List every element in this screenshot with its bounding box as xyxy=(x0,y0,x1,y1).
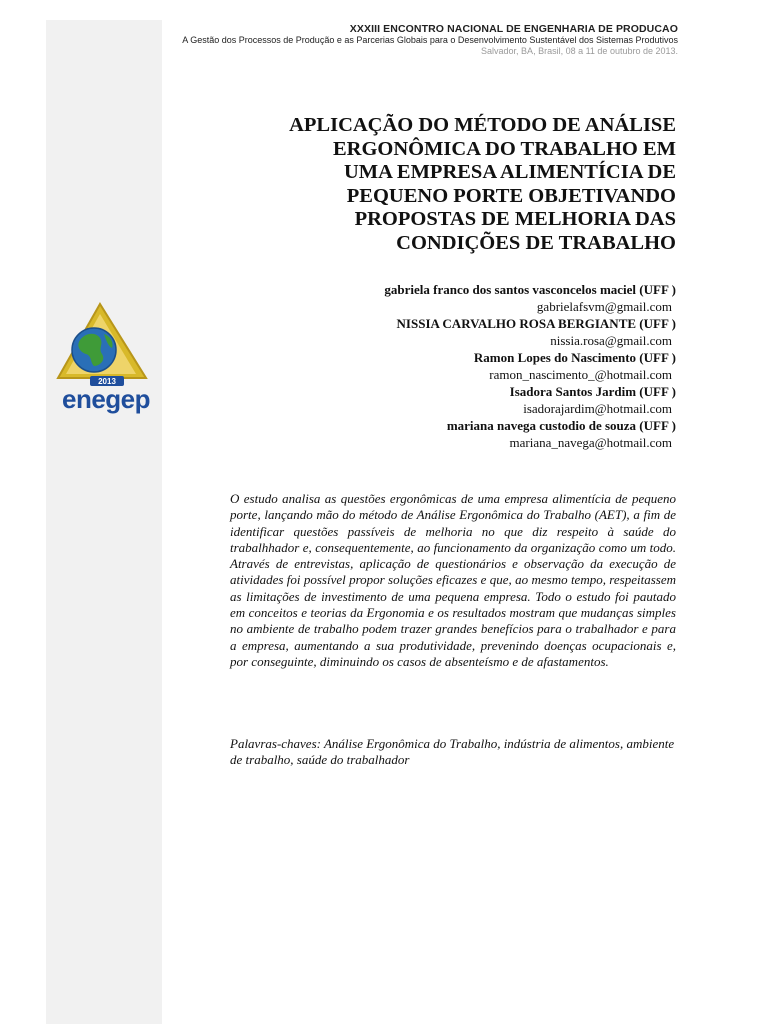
conference-theme: A Gestão dos Processos de Produção e as Parcerias Globais para o Desenvolvimento Sustentável dos Sistemas Produtivos xyxy=(182,35,678,45)
author-name: gabriela franco dos santos vasconcelos maciel (UFF ) xyxy=(384,282,676,297)
keywords: Palavras-chaves: Análise Ergonômica do Trabalho, indústria de alimentos, ambiente de trabalho, saúde do trabalhador xyxy=(230,736,675,768)
title-line: UMA EMPRESA ALIMENTÍCIA DE xyxy=(343,161,676,183)
author-email: isadorajardim@hotmail.com xyxy=(523,401,672,416)
author-name: Isadora Santos Jardim (UFF ) xyxy=(509,384,676,399)
author-name: NISSIA CARVALHO ROSA BERGIANTE (UFF ) xyxy=(396,316,676,331)
author-email: nissia.rosa@gmail.com xyxy=(550,333,672,348)
left-sidebar-band xyxy=(46,20,162,1024)
author-name: Ramon Lopes do Nascimento (UFF ) xyxy=(473,350,676,365)
abstract xyxy=(230,491,676,670)
conference-header xyxy=(182,24,678,57)
title-line: PEQUENO PORTE OBJETIVANDO xyxy=(346,184,676,207)
abstract-text: O estudo analisa as questões ergonômicas de uma empresa alimentícia de pequeno porte, lançando mão do método de Análise Ergonômica do Trabalho (AET), a fim de identificar questões passíveis de melhoria no que diz respeito à saúde do trabalhhador e, consequentemente, ao funcionamento da organização como um todo. Através de entrevistas, aplicação de questionários e observação da execução de atividades foi possível propor soluções eficazes e que, ao mesmo tempo, respeitassem as limitações de investimento de uma pequena empresa. Todo o estudo foi pautado em conceitos e teorias da Ergonomia e os resultados mostram que mudanças simples no ambiente de trabalho podem trazer grandes benefícios para o trabalhador e para a empresa, aumentando a sua produtividade, prevenindo doenças ocupacionais e, por conseguinte, diminuindo os casos de absenteísmo e de afastamentos. xyxy=(230,491,676,669)
title-line: ERGONÔMICA DO TRABALHO EM xyxy=(332,137,676,160)
conference-name: XXXIII ENCONTRO NACIONAL DE ENGENHARIA DE PRODUCAO xyxy=(349,23,678,35)
author-email: ramon_nascimento_@hotmail.com xyxy=(489,367,672,382)
author-email: mariana_navega@hotmail.com xyxy=(509,435,672,450)
author-list xyxy=(206,281,676,451)
title-line: CONDIÇÕES DE TRABALHO xyxy=(396,231,676,254)
logo-wordmark: enegep xyxy=(61,384,151,414)
enegep-logo-graphic xyxy=(50,300,162,420)
enegep-logo xyxy=(50,300,162,420)
title-line: APLICAÇÃO DO MÉTODO DE ANÁLISE xyxy=(289,114,676,136)
paper-title xyxy=(206,114,676,255)
title-line: PROPOSTAS DE MELHORIA DAS xyxy=(354,208,676,230)
author-email: gabrielafsvm@gmail.com xyxy=(536,299,672,314)
conference-location-date: Salvador, BA, Brasil, 08 a 11 de outubro de 2013. xyxy=(481,46,678,56)
author-name: mariana navega custodio de souza (UFF ) xyxy=(446,418,676,433)
logo-year: 2013 xyxy=(98,377,116,386)
